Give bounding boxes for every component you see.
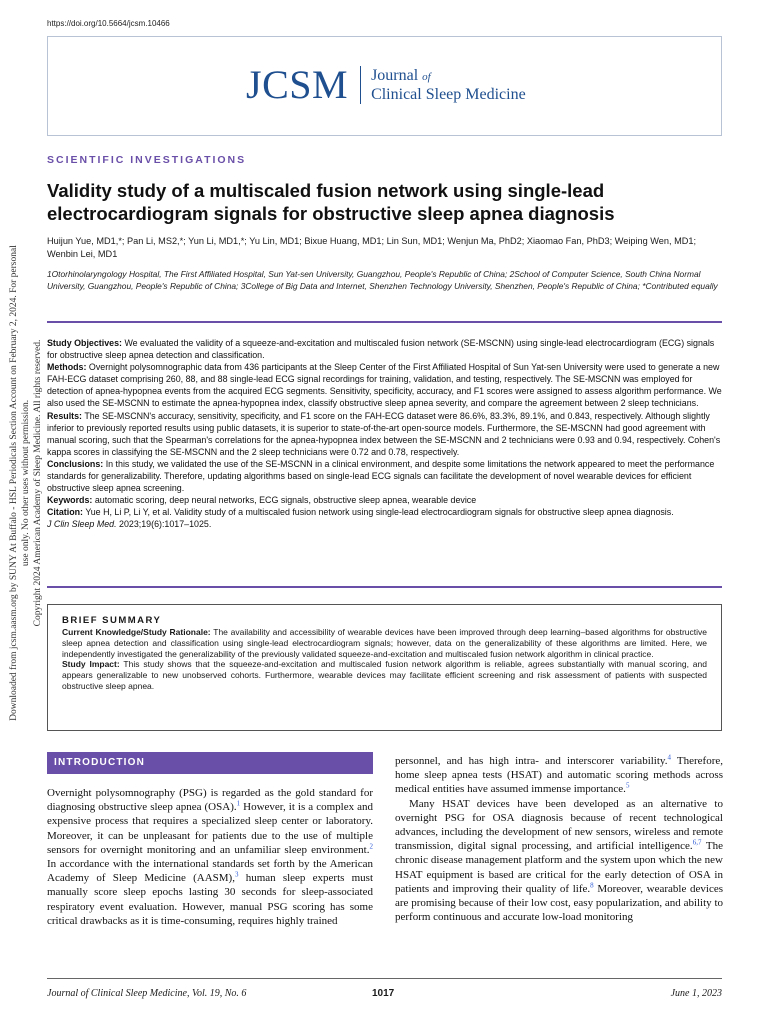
download-notice-line1: Downloaded from jcsm.aasm.org by SUNY At Buffalo - HSL Periodicals Section Account on February 2, 2024. For personal use only. No other uses without permission. <box>9 245 31 721</box>
abstract-citation: Citation: Yue H, Li P, Li Y, et al. Validity study of a multiscaled fusion network using single-lead electrocardiogram signals for obstructive sleep apnea diagnosis. J Clin Sleep Med. 2023;19(6):1017–1025. <box>47 507 674 530</box>
body-column-right <box>395 754 723 924</box>
journal-name-of: of <box>422 70 431 83</box>
page-number: 1017 <box>372 988 395 999</box>
footer-date: June 1, 2023 <box>670 988 722 999</box>
journal-abbr: JCSM <box>246 62 349 107</box>
body-paragraph: Overnight polysomnography (PSG) is regarded as the gold standard for diagnosing obstructive sleep apnea (OSA).$^1$ However, it is a complex and expensive process that requires a specialized sleep center or laboratory. Moreover, it can be unpleasant for patients due to the use of multiple sensors for overnight monitoring and an unfamiliar sleep environment.$^2$ In accordance with the international standards set forth by the American Academy of Sleep Medicine (AASM),$^3$ human sleep experts must manually score sleep epochs lasting 30 seconds for sleep-associated respiratory event evaluation. However, manual PSG scoring has some critical drawbacks as it is time-consuming, requires highly trained <box>47 787 374 927</box>
citation-ref[interactable]: 2 <box>369 842 373 851</box>
journal-name <box>371 67 526 104</box>
abstract-conclusions: Conclusions: In this study, we validated the use of the SE-MSCNN in a clinical environment, and despite some limitations the network appeared to meet the performance standards for generalizability. Therefore, updating algorithms based on single-lead ECG signals can facilitate the development of novel wearable devices for efficient obstructive sleep apnea screening. <box>47 458 715 494</box>
author-list: Huijun Yue, MD1,*; Pan Li, MS2,*; Yun Li, MD1,*; Yu Lin, MD1; Bixue Huang, MD1; Lin Sun, MD1; Wenjun Ma, PhD2; Xiaomao Fan, PhD3; Weiping Wen, MD1; Wenbin Lei, MD1 <box>47 236 697 259</box>
abstract-top-rule <box>47 321 722 323</box>
abstract-methods: Methods: Overnight polysomnographic data from 436 participants at the Sleep Center of the First Affiliated Hospital of Sun Yat-sen University were used to generate a new FAH-ECG dataset comprising 260, 88, and 88 single-lead ECG signal recordings for training, validation, and testing, respectively. The SE-MSCNN was employed for detection of apnea-hypopnea events from the acquired ECG segments. Sensitivity, specificity, accuracy, and F1 scores were assigned to assess algorithm performance. We also used the SE-MSCNN to estimate the apnea-hypopnea index, classify obstructive sleep apnea severity, and compare the agreement between 2 sleep technicians. <box>47 362 722 409</box>
article-title: Validity study of a multiscaled fusion network using single-lead electrocardiogram signals for obstructive sleep apnea diagnosis <box>47 180 615 224</box>
citation-ref[interactable]: 3 <box>234 870 239 879</box>
brief-summary-rationale: Current Knowledge/Study Rationale: The availability and accessibility of wearable devices have been improved through deep learning–based algorithms for obstructive sleep apnea detection and classification using single-lead electrocardiogram signals; however, data on the generalizability of these algorithms are limited. Here, we independently investigated the generalizability of the previously validated squeeze-and-excitation and multiscaled fusion network algorithm in clinical practice. <box>62 627 707 659</box>
doi-link[interactable]: https://doi.org/10.5664/jcsm.10466 <box>47 19 170 28</box>
journal-name-line1: Journal <box>371 66 419 84</box>
journal-header <box>47 36 722 136</box>
footer-journal: Journal of Clinical Sleep Medicine, Vol. 19, No. 6 <box>47 988 247 999</box>
introduction-heading-bar <box>47 752 373 774</box>
abstract <box>47 337 723 531</box>
logo-divider <box>360 66 361 104</box>
download-notice <box>8 238 43 728</box>
brief-summary-box <box>47 604 722 731</box>
citation-ref[interactable]: 4 <box>667 753 671 762</box>
copyright-line: Copyright 2024 American Academy of Sleep Medicine. All rights reserved. <box>33 339 43 627</box>
article-category: SCIENTIFIC INVESTIGATIONS <box>47 154 247 166</box>
affiliations: 1Otorhinolaryngology Hospital, The First Affiliated Hospital, Sun Yat-sen University, Guangzhou, People's Republic of China; 2School of Computer Science, South China Normal University, Guangzhou, People's Republic of China; 3College of Big Data and Internet, Shenzhen Technology University, Shenzhen, People's Republic of China; *Contributed equally <box>47 269 718 291</box>
citation-ref[interactable]: 8 <box>590 881 594 890</box>
body-column-left <box>47 786 373 928</box>
abstract-objectives: Study Objectives: We evaluated the validity of a squeeze-and-excitation and multiscaled fusion network (SE-MSCNN) using single-lead electrocardiogram (ECG) signals for obstructive sleep apnea detection and classification. <box>47 338 715 361</box>
abstract-keywords: Keywords: automatic scoring, deep neural networks, ECG signals, obstructive sleep apnea, wearable device <box>47 495 477 506</box>
abstract-bottom-rule <box>47 586 722 588</box>
citation-ref[interactable]: 6,7 <box>692 838 702 847</box>
citation-ref[interactable]: 1 <box>236 799 241 808</box>
brief-summary-impact: Study Impact: This study shows that the squeeze-and-excitation and multiscaled fusion network algorithm is reliable, agrees substantially with manual scoring, and appears generalizable to new unobserved cohorts. Furthermore, wearable devices may facilitate efficient screening and risk assessment of patients with suspected obstructive sleep apnea. <box>62 659 707 691</box>
body-paragraph: Many HSAT devices have been developed as an alternative to overnight PSG for OSA diagnosis because of recent technological advances, including the development of new sensors, wireless and remote transmission, digital signal processing, and artificial intelligence.$^{6,7}$ The chronic disease management platform and the system upon which the new HSAT equipment is based are critical for the early detection of OSA in patients and improving their quality of life.$^8$ Moreover, wearable devices are promising because of their low cost, easy popularization, and ability to perform continuous and accurate low-load monitoring <box>395 797 723 924</box>
footer-rule <box>47 978 722 979</box>
brief-summary-heading: BRIEF SUMMARY <box>62 615 162 626</box>
journal-name-line2: Clinical Sleep Medicine <box>371 85 526 103</box>
introduction-heading: INTRODUCTION <box>54 757 146 768</box>
body-paragraph: personnel, and has high intra- and interscorer variability.$^4$ Therefore, home sleep apnea tests (HSAT) and automatic scoring methods across medical entities have assumed immense importance.$^5$ <box>395 753 723 796</box>
citation-ref[interactable]: 5 <box>625 781 630 790</box>
journal-logo <box>246 62 526 107</box>
abstract-results: Results: The SE-MSCNN's accuracy, sensitivity, specificity, and F1 score on the FAH-ECG dataset were 86.6%, 83.3%, 89.1%, and 0.843, respectively. Although slightly inferior to previously reported results using public datasets, it is superior to state-of-the-art open-source models. Furthermore, the SE-MSCNN had good agreement with manual scoring, such that the Spearman's correlations for the apnea-hypopnea index between the SE-MSCNN and 2 technicians were 0.93 and 0.94, respectively. Cohen's kappa scores in classifying the SE-MSCNN and the 2 sleep technicians were 0.72 and 0.78, respectively. <box>47 410 721 457</box>
